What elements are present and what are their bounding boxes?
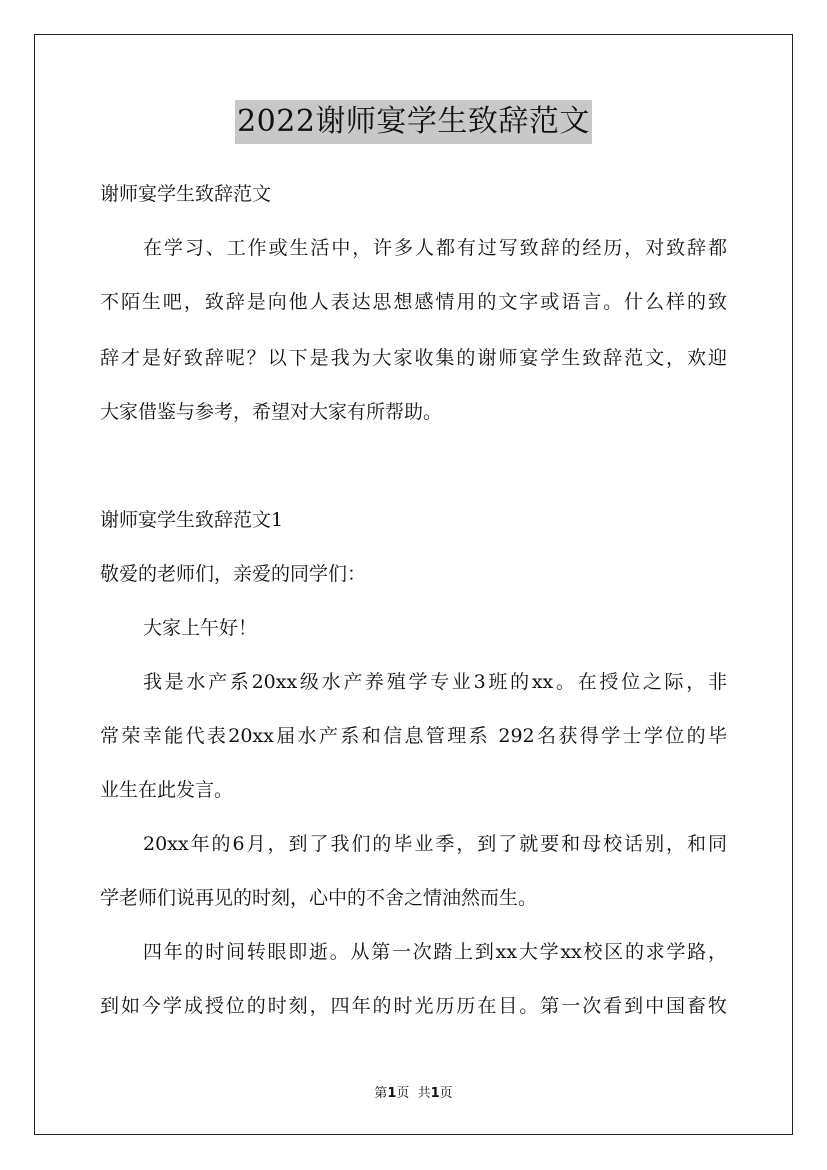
- footer-middle: 页 共: [396, 1086, 431, 1101]
- footer-prefix: 第: [374, 1086, 388, 1101]
- paragraph-line: 业生在此发言。: [100, 779, 234, 801]
- page-footer: [0, 1082, 827, 1101]
- greeting-line: 大家上午好！: [143, 617, 258, 639]
- paragraph-line: 在学习、工作或生活中，许多人都有过写致辞的经历，对致辞都: [143, 237, 727, 259]
- paragraph-line: 四年的时间转眼即逝。从第一次踏上到xx大学xx校区的求学路，: [143, 941, 727, 963]
- paragraph-line: 辞才是好致辞呢？以下是我为大家收集的谢师宴学生致辞范文，欢迎: [100, 347, 727, 369]
- paragraph-line: 不陌生吧，致辞是向他人表达思想感情用的文字或语言。什么样的致: [100, 291, 727, 313]
- footer-page-number: 1: [387, 1086, 397, 1101]
- paragraph-line: 20xx年的6月，到了我们的毕业季，到了就要和母校话别，和同: [143, 833, 727, 855]
- title-container: [0, 100, 827, 144]
- section-heading: 谢师宴学生致辞范文1: [100, 509, 284, 531]
- footer-total-pages: 1: [430, 1086, 440, 1101]
- paragraph-line: 到如今学成授位的时刻，四年的时光历历在目。第一次看到中国畜牧: [100, 995, 727, 1017]
- document-title: 2022谢师宴学生致辞范文: [235, 100, 592, 144]
- paragraph-line: 学老师们说再见的时刻，心中的不舍之情油然而生。: [100, 887, 538, 909]
- paragraph-line: 常荣幸能代表20xx届水产系和信息管理系 292名获得学士学位的毕: [100, 725, 727, 747]
- paragraph-line: 我是水产系20xx级水产养殖学专业3班的xx。在授位之际，非: [143, 671, 727, 693]
- subtitle-line: 谢师宴学生致辞范文: [100, 183, 272, 205]
- paragraph-line: 大家借鉴与参考，希望对大家有所帮助。: [100, 401, 443, 423]
- footer-suffix: 页: [439, 1086, 453, 1101]
- salutation-line: 敬爱的老师们，亲爱的同学们：: [100, 563, 367, 585]
